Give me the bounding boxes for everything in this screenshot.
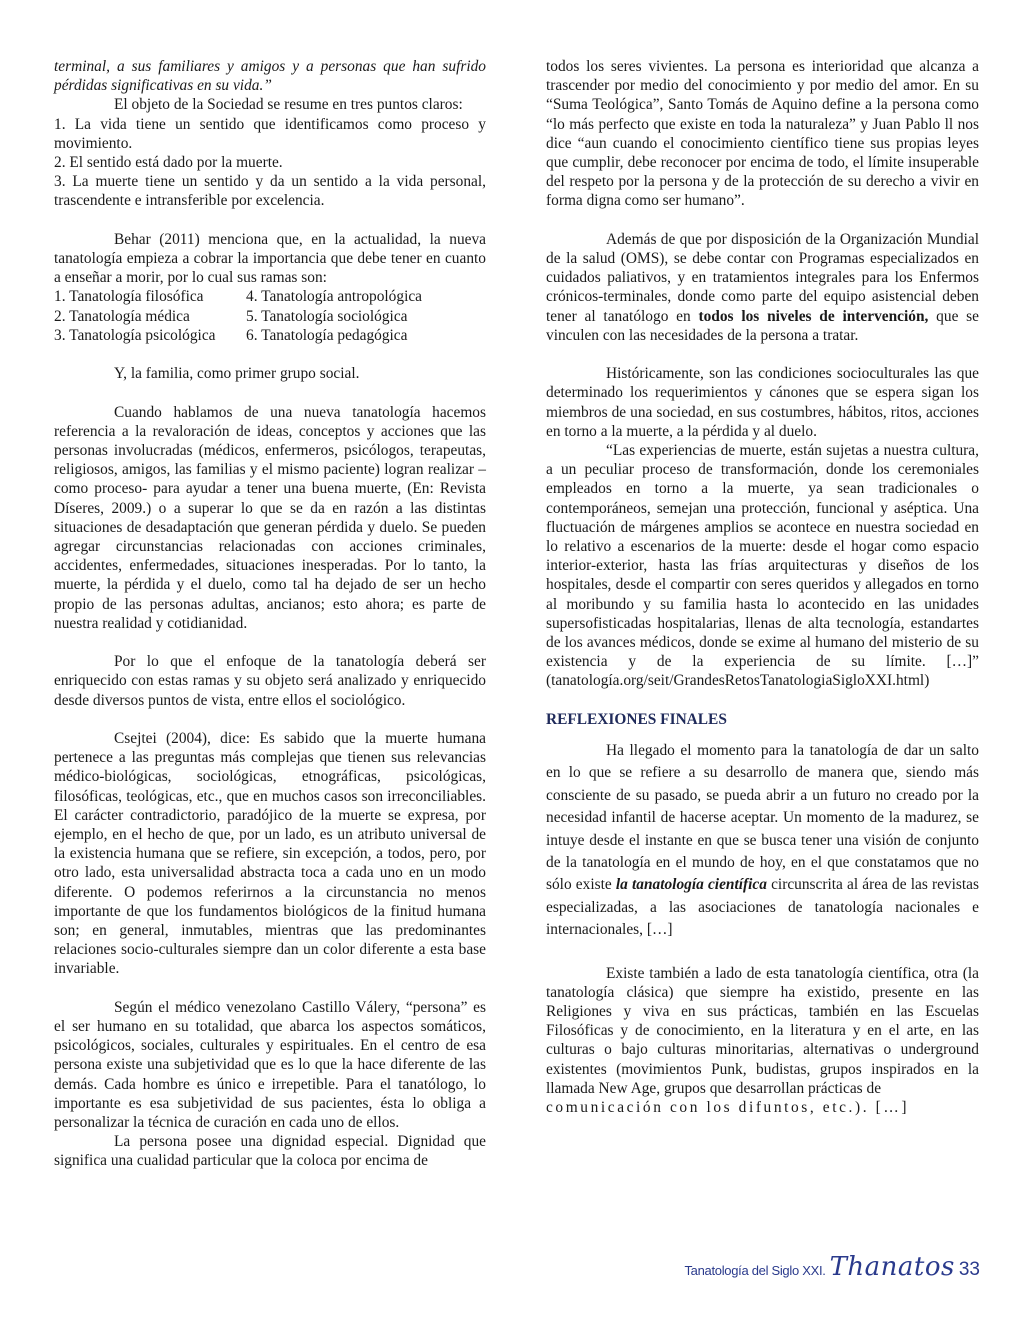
branch-item: 4. Tanatología antropológica: [246, 288, 423, 306]
csejtei-paragraph: Csejtei (2004), dice: Es sabido que la muerte humana pertenece a las preguntas más complejas que tienen sus relevancias médico-biológicas, sociológicas, etnográficas, psicológicas, filosóficas, teológicas, etc., que en muchos casos son irreconciliables. El carácter contradictorio, paradójico de la muerte se expresa, por ejemplo, en el hecho de que, por un lado, es un atributo universal de la existencia humana que se refiere, sin excepción, a todos, pero, por otro lado, esta universalidad abstracta toca a cada uno en un modo diferente. O podemos referirnos a la circunstancia no menos importante de que los fundamentos biológicos de la finitud humana son; en general, inmutables, mientras que las predominantes relaciones socio-culturales siempre dan un color diferente a esta base invariable.: [54, 730, 486, 978]
oms-paragraph: [546, 230, 979, 345]
left-column: [54, 57, 486, 1171]
classic-tanatology-paragraph: Existe también a lado de esta tanatología científica, otra (la tanatología clásica) que siempre ha existido, presente en las Religiones y viva en sus prácticas, también en las Escuelas Filosóficas y de conocimiento, en la literatura y en el arte, en las culturas o bajo culturas minoritarias, alternativas o underground existentes (movimientos Punk, budistas, grupos inspirados en la llamada New Age, grupos que desarrollan prácticas de: [546, 964, 979, 1097]
behar-paragraph: Behar (2011) menciona que, en la actualidad, la nueva tanatología empieza a cobrar la importancia que debe tener en cuanto a enseñar a morir, por lo cual sus ramas son:: [54, 230, 486, 287]
branch-item: 3. Tanatología psicológica: [54, 326, 216, 344]
brand-logo: Thanatos: [829, 1252, 955, 1282]
quote-continuation: terminal, a sus familiares y amigos y a personas que han sufrido pérdidas significativas en su vida.”: [54, 58, 486, 95]
family-paragraph: Y, la familia, como primer grupo social.: [114, 365, 360, 383]
person-paragraph: todos los seres vivientes. La persona es interioridad que alcanza a trascender por medio del conocimiento y por medio del amor. En su “Suma Teológica”, Santo Tomás de Aquino define a la persona como “lo más perfecto que existe en toda la naturaleza” y Juan Pablo ll nos dice “aun cuando el conocimiento científico tiene sus propias leyes que cumplir, debe reconocer por encima de todo, el límite insuperable del respeto por la persona y de la protección de su derecho a vivir en forma digna como ser humano”.: [546, 58, 979, 210]
reflections-text-end: circunscrita al área de las revistas especializadas, a las asociaciones de tanatología nacionales e internacionales, […]: [546, 876, 979, 939]
branch-item: 5. Tanatología sociológica: [246, 307, 408, 325]
right-column: [546, 57, 979, 1117]
page-number: 33: [958, 1259, 980, 1280]
new-tanatology-paragraph: Cuando hablamos de una nueva tanatología hacemos referencia a la revaloración de ideas, conceptos y acciones que las personas involucradas (médicos, enfermeros, psicólogos, terapeutas, religiosos, amigos, las familias y el mismo paciente) logran realizar –como proceso- para ayudar a tener una buena muerte, (En: Revista Díseres, 2009.) o a superar lo que se da en razón a las distintas situaciones de desadaptación que generan pérdida y duelo. Se pueden agregar circunstancias relacionadas con acciones criminales, accidentes, enfermedades, situaciones inesperadas. Por lo tanto, la muerte, la pérdida y el duelo, como tal ha dejado de ser un hecho propio de las personas adultas, ancianos; esto ahora; es parte de nuestra realidad y cotidianidad.: [54, 403, 486, 632]
magazine-name: Tanatología del Siglo XXI.: [684, 1263, 826, 1278]
branches-list: [54, 287, 486, 345]
classic-tanatology-last-line: comunicación con los difuntos, etc.). […]: [546, 1098, 910, 1116]
oms-text-end: que se vinculen con las necesidades de la persona a tratar.: [546, 307, 980, 344]
society-objective: El objeto de la Sociedad se resume en tres puntos claros:: [114, 96, 463, 114]
reflections-block: [546, 740, 979, 942]
oms-emphasis: todos los niveles de intervención,: [698, 307, 929, 325]
page-footer: [684, 1252, 980, 1282]
oms-text-start: Además de que por disposición de la Organización Mundial de la salud (OMS), se debe contar con Programas especializados en cuidados paliativos, y en tratamientos integrales para los Enfermos crónicos-terminales, donde como parte del equipo asistencial deben tener al tanatólogo en: [546, 230, 979, 325]
branch-item: 6. Tanatología pedagógica: [246, 326, 408, 344]
scientific-tanatology-emphasis: la tanatología científica: [615, 876, 767, 894]
approach-paragraph: Por lo que el enfoque de la tanatología deberá ser enriquecido con estas ramas y su objeto será analizado y enriquecido desde diversos puntos de vista, entre ellos el sociológico.: [54, 653, 486, 709]
point-3: 3. La muerte tiene un sentido y da un sentido a la vida personal, trascendente e intransferible por excelencia.: [54, 173, 486, 210]
point-1: 1. La vida tiene un sentido que identificamos como proceso y movimiento.: [54, 115, 486, 152]
section-title: REFLEXIONES FINALES: [546, 710, 727, 728]
reflections-paragraph: [546, 740, 979, 942]
reflections-text-start: Ha llegado el momento para la tanatología de dar un salto en lo que se refiere a su desarrollo de manera que, siendo más consciente de su pasado, se pueda abrir a un futuro no creado por la necesidad infantil de hacerse aceptar. Un momento de la madurez, se intuye desde el instante en que se busca tener una visión de conjunto de la tanatología en el mundo de hoy, en el que constatamos que no sólo existe: [546, 741, 979, 894]
point-2: 2. El sentido está dado por la muerte.: [54, 154, 283, 172]
experiences-quote: “Las experiencias de muerte, están sujetas a nuestra cultura, a un peculiar proceso de transformación, donde los ceremoniales empleados en torno a la muerte, ya sean tradicionales o contemporáneos, semejan una protección, funcional y aséptica. Una fluctuación de márgenes amplios se acontece en nuestra sociedad en lo relativo a escenarios de la muerte: desde el hogar como espacio interior-exterior, hasta las frías arquitecturas y diseños de los hospitales, desde el compartir con seres queridos y allegados en torno al moribundo y su familia hasta lo acontecido en las unidades supersofisticadas hospitalarias, llenas de alta tecnología, estandartes de los avances médicos, donde se exime al humano del misterio de su existencia y de la experiencia de su límite. […]” (tanatología.org/seit/GrandesRetosTanatologiaSigloXXI.html): [546, 442, 979, 690]
castillo-paragraph: Según el médico venezolano Castillo Válery, “persona” es el ser humano en su totalidad, que abarca los aspectos somáticos, psicológicos, sociales, culturales y espirituales. En el centro de esa persona existe una subjetividad que es lo que la hace diferente de las demás. Cada hombre es único e irrepetible. Para el tanatólogo, lo importante es esa subjetividad de sus pacientes, ésta lo obliga a personalizar la técnica de curación en cada uno de ellos.: [54, 998, 486, 1132]
branch-item: 1. Tanatología filosófica: [54, 288, 204, 306]
historical-paragraph: Históricamente, son las condiciones socioculturales las que determinado los requerimientos y cánones que se espera sigan los miembros de una sociedad, en sus costumbres, hábitos, ritos, acciones en torno a la muerte, a la pérdida y al duelo.: [546, 365, 979, 440]
dignity-paragraph: La persona posee una dignidad especial. Dignidad que significa una cualidad particular que la coloca por encima de: [54, 1133, 486, 1170]
branch-item: 2. Tanatología médica: [54, 307, 190, 325]
